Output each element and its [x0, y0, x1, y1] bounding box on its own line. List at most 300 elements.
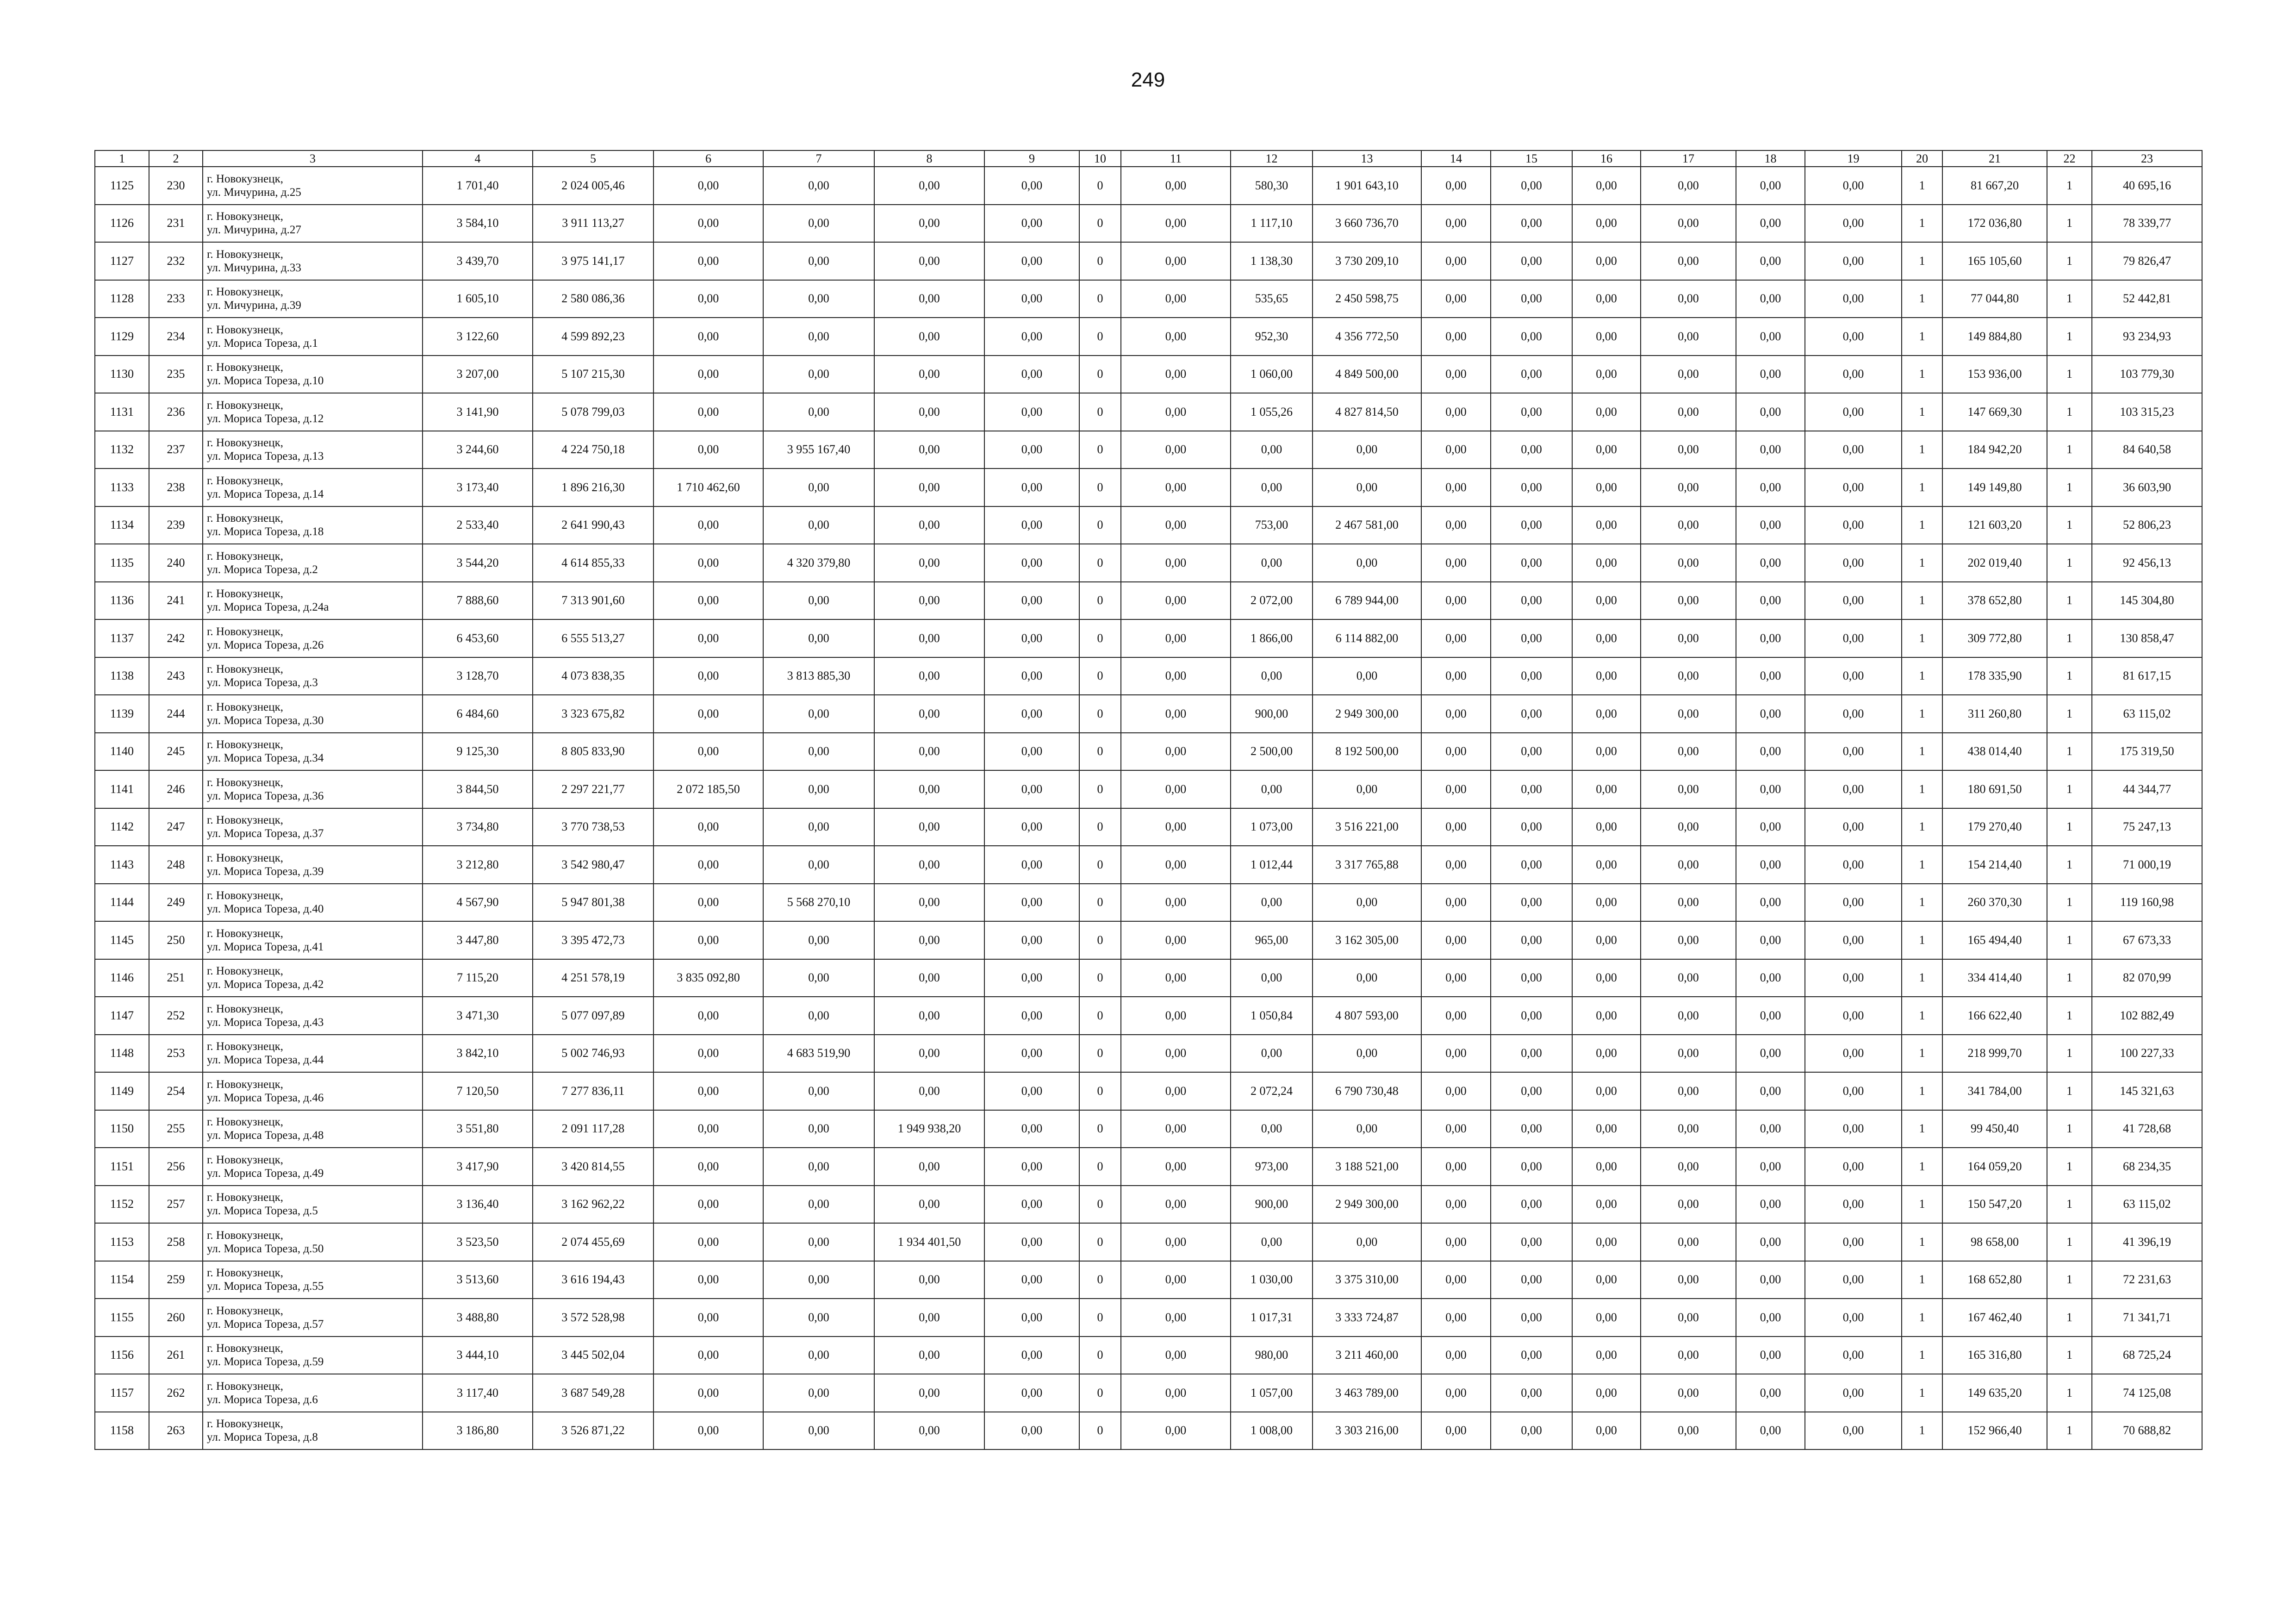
cell-col-22: 1: [2047, 770, 2092, 808]
cell-col-4: 3 244,60: [423, 431, 533, 469]
cell-col-4: 6 453,60: [423, 619, 533, 657]
cell-col-23: 79 826,47: [2092, 242, 2202, 280]
address-cell: [203, 1035, 423, 1073]
cell-col-14: 0,00: [1421, 1035, 1491, 1073]
cell-col-15: 0,00: [1491, 770, 1572, 808]
address-street: ул. Мориса Тореза, д.46: [207, 1091, 324, 1104]
cell-col-11: 0,00: [1121, 393, 1231, 431]
cell-col-15: 0,00: [1491, 167, 1572, 205]
cell-col-1: 1128: [95, 280, 149, 318]
address-street: ул. Мориса Тореза, д.34: [207, 752, 324, 765]
address-cell: [203, 242, 423, 280]
address-cell: [203, 657, 423, 695]
cell-col-21: 152 966,40: [1942, 1412, 2047, 1450]
cell-col-1: 1150: [95, 1110, 149, 1148]
cell-col-13: 6 790 730,48: [1313, 1072, 1421, 1110]
cell-col-19: 0,00: [1805, 1072, 1902, 1110]
cell-col-20: 1: [1902, 1110, 1942, 1148]
cell-col-7: 4 320 379,80: [763, 544, 874, 582]
cell-col-22: 1: [2047, 884, 2092, 922]
address-city: г. Новокузнецк,: [207, 474, 284, 487]
cell-col-7: 0,00: [763, 393, 874, 431]
cell-col-23: 82 070,99: [2092, 959, 2202, 997]
cell-col-2: 256: [149, 1148, 203, 1186]
cell-col-4: 7 888,60: [423, 582, 533, 620]
cell-col-18: 0,00: [1736, 1374, 1805, 1412]
cell-col-13: 3 317 765,88: [1313, 846, 1421, 884]
cell-col-18: 0,00: [1736, 468, 1805, 506]
cell-col-1: 1143: [95, 846, 149, 884]
cell-col-22: 1: [2047, 1110, 2092, 1148]
cell-col-8: 0,00: [874, 544, 984, 582]
address-cell: [203, 1374, 423, 1412]
cell-col-6: 0,00: [653, 318, 763, 356]
address-city: г. Новокузнецк,: [207, 700, 284, 713]
cell-col-10: 0: [1079, 1412, 1121, 1450]
cell-col-21: 165 105,60: [1942, 242, 2047, 280]
column-header-18: 18: [1736, 150, 1805, 167]
cell-col-8: 1 949 938,20: [874, 1110, 984, 1148]
cell-col-17: 0,00: [1641, 393, 1736, 431]
cell-col-8: 0,00: [874, 205, 984, 243]
cell-col-10: 0: [1079, 733, 1121, 771]
cell-col-20: 1: [1902, 1374, 1942, 1412]
address-city: г. Новокузнецк,: [207, 1229, 284, 1242]
cell-col-21: 172 036,80: [1942, 205, 2047, 243]
cell-col-2: 254: [149, 1072, 203, 1110]
cell-col-11: 0,00: [1121, 921, 1231, 959]
cell-col-4: 3 844,50: [423, 770, 533, 808]
cell-col-16: 0,00: [1572, 921, 1641, 959]
cell-col-21: 149 635,20: [1942, 1374, 2047, 1412]
address-cell: [203, 1148, 423, 1186]
address-city: г. Новокузнецк,: [207, 1267, 284, 1280]
table-row: [95, 770, 2202, 808]
cell-col-21: 168 652,80: [1942, 1261, 2047, 1299]
cell-col-19: 0,00: [1805, 582, 1902, 620]
cell-col-20: 1: [1902, 657, 1942, 695]
address-street: ул. Мориса Тореза, д.1: [207, 337, 318, 350]
cell-col-10: 0: [1079, 431, 1121, 469]
cell-col-7: 0,00: [763, 695, 874, 733]
cell-col-14: 0,00: [1421, 356, 1491, 394]
address-cell: [203, 1110, 423, 1148]
table-row: [95, 1072, 2202, 1110]
cell-col-6: 0,00: [653, 1148, 763, 1186]
cell-col-2: 253: [149, 1035, 203, 1073]
address-cell: [203, 1072, 423, 1110]
cell-col-13: 3 463 789,00: [1313, 1374, 1421, 1412]
cell-col-8: 0,00: [874, 619, 984, 657]
cell-col-17: 0,00: [1641, 959, 1736, 997]
cell-col-17: 0,00: [1641, 506, 1736, 544]
cell-col-21: 149 884,80: [1942, 318, 2047, 356]
cell-col-13: 0,00: [1313, 1223, 1421, 1261]
cell-col-21: 167 462,40: [1942, 1299, 2047, 1337]
cell-col-7: 0,00: [763, 205, 874, 243]
cell-col-20: 1: [1902, 1035, 1942, 1073]
cell-col-15: 0,00: [1491, 1148, 1572, 1186]
cell-col-12: 535,65: [1231, 280, 1313, 318]
cell-col-18: 0,00: [1736, 1337, 1805, 1374]
cell-col-2: 234: [149, 318, 203, 356]
address-city: г. Новокузнецк,: [207, 1040, 284, 1053]
cell-col-19: 0,00: [1805, 1148, 1902, 1186]
cell-col-4: 9 125,30: [423, 733, 533, 771]
cell-col-12: 980,00: [1231, 1337, 1313, 1374]
cell-col-14: 0,00: [1421, 280, 1491, 318]
cell-col-20: 1: [1902, 959, 1942, 997]
cell-col-9: 0,00: [984, 733, 1079, 771]
address-cell: [203, 1223, 423, 1261]
cell-col-22: 1: [2047, 280, 2092, 318]
cell-col-4: 2 533,40: [423, 506, 533, 544]
address-cell: [203, 997, 423, 1035]
cell-col-10: 0: [1079, 506, 1121, 544]
cell-col-12: 1 866,00: [1231, 619, 1313, 657]
cell-col-13: 0,00: [1313, 770, 1421, 808]
cell-col-9: 0,00: [984, 808, 1079, 846]
cell-col-5: 2 074 455,69: [533, 1223, 653, 1261]
cell-col-5: 3 687 549,28: [533, 1374, 653, 1412]
cell-col-14: 0,00: [1421, 619, 1491, 657]
cell-col-23: 75 247,13: [2092, 808, 2202, 846]
cell-col-18: 0,00: [1736, 393, 1805, 431]
cell-col-23: 44 344,77: [2092, 770, 2202, 808]
table-row: [95, 205, 2202, 243]
cell-col-10: 0: [1079, 167, 1121, 205]
cell-col-20: 1: [1902, 506, 1942, 544]
cell-col-10: 0: [1079, 1337, 1121, 1374]
column-header-4: 4: [423, 150, 533, 167]
cell-col-8: 0,00: [874, 1186, 984, 1224]
cell-col-1: 1138: [95, 657, 149, 695]
cell-col-13: 0,00: [1313, 544, 1421, 582]
cell-col-10: 0: [1079, 619, 1121, 657]
address-city: г. Новокузнецк,: [207, 399, 284, 412]
cell-col-1: 1132: [95, 431, 149, 469]
cell-col-9: 0,00: [984, 393, 1079, 431]
cell-col-8: 0,00: [874, 1412, 984, 1450]
cell-col-15: 0,00: [1491, 1337, 1572, 1374]
cell-col-14: 0,00: [1421, 1374, 1491, 1412]
cell-col-17: 0,00: [1641, 997, 1736, 1035]
cell-col-11: 0,00: [1121, 1110, 1231, 1148]
cell-col-21: 165 494,40: [1942, 921, 2047, 959]
cell-col-8: 0,00: [874, 695, 984, 733]
cell-col-10: 0: [1079, 356, 1121, 394]
cell-col-15: 0,00: [1491, 280, 1572, 318]
cell-col-2: 230: [149, 167, 203, 205]
address-street: ул. Мичурина, д.33: [207, 261, 301, 274]
address-street: ул. Мориса Тореза, д.10: [207, 375, 324, 387]
cell-col-19: 0,00: [1805, 1035, 1902, 1073]
cell-col-14: 0,00: [1421, 770, 1491, 808]
cell-col-23: 68 725,24: [2092, 1337, 2202, 1374]
cell-col-22: 1: [2047, 733, 2092, 771]
table-header: [95, 150, 2202, 167]
cell-col-14: 0,00: [1421, 468, 1491, 506]
cell-col-19: 0,00: [1805, 1261, 1902, 1299]
address-cell: [203, 884, 423, 922]
cell-col-14: 0,00: [1421, 846, 1491, 884]
cell-col-21: 341 784,00: [1942, 1072, 2047, 1110]
cell-col-23: 41 396,19: [2092, 1223, 2202, 1261]
cell-col-1: 1145: [95, 921, 149, 959]
table-row: [95, 393, 2202, 431]
address-cell: [203, 921, 423, 959]
cell-col-22: 1: [2047, 695, 2092, 733]
address-cell: [203, 356, 423, 394]
table-row: [95, 1412, 2202, 1450]
cell-col-22: 1: [2047, 356, 2092, 394]
cell-col-18: 0,00: [1736, 205, 1805, 243]
cell-col-6: 0,00: [653, 393, 763, 431]
cell-col-11: 0,00: [1121, 1148, 1231, 1186]
cell-col-20: 1: [1902, 884, 1942, 922]
cell-col-4: 3 173,40: [423, 468, 533, 506]
cell-col-11: 0,00: [1121, 167, 1231, 205]
cell-col-12: 0,00: [1231, 959, 1313, 997]
address-cell: [203, 468, 423, 506]
cell-col-9: 0,00: [984, 1072, 1079, 1110]
address-city: г. Новокузнецк,: [207, 814, 284, 827]
cell-col-9: 0,00: [984, 205, 1079, 243]
address-street: ул. Мичурина, д.27: [207, 224, 301, 237]
cell-col-21: 311 260,80: [1942, 695, 2047, 733]
cell-col-7: 0,00: [763, 582, 874, 620]
cell-col-17: 0,00: [1641, 1186, 1736, 1224]
cell-col-21: 334 414,40: [1942, 959, 2047, 997]
cell-col-11: 0,00: [1121, 506, 1231, 544]
cell-col-7: 0,00: [763, 619, 874, 657]
cell-col-11: 0,00: [1121, 1035, 1231, 1073]
column-header-6: 6: [653, 150, 763, 167]
cell-col-4: 1 605,10: [423, 280, 533, 318]
cell-col-15: 0,00: [1491, 356, 1572, 394]
cell-col-23: 41 728,68: [2092, 1110, 2202, 1148]
cell-col-12: 0,00: [1231, 884, 1313, 922]
cell-col-21: 98 658,00: [1942, 1223, 2047, 1261]
cell-col-22: 1: [2047, 582, 2092, 620]
cell-col-21: 149 149,80: [1942, 468, 2047, 506]
address-street: ул. Мориса Тореза, д.55: [207, 1280, 324, 1293]
address-cell: [203, 846, 423, 884]
cell-col-12: 2 500,00: [1231, 733, 1313, 771]
cell-col-2: 232: [149, 242, 203, 280]
cell-col-8: 0,00: [874, 997, 984, 1035]
cell-col-19: 0,00: [1805, 808, 1902, 846]
cell-col-13: 2 949 300,00: [1313, 1186, 1421, 1224]
cell-col-14: 0,00: [1421, 1072, 1491, 1110]
cell-col-1: 1139: [95, 695, 149, 733]
cell-col-2: 248: [149, 846, 203, 884]
cell-col-21: 99 450,40: [1942, 1110, 2047, 1148]
cell-col-20: 1: [1902, 280, 1942, 318]
cell-col-23: 63 115,02: [2092, 1186, 2202, 1224]
cell-col-4: 3 122,60: [423, 318, 533, 356]
cell-col-17: 0,00: [1641, 846, 1736, 884]
cell-col-11: 0,00: [1121, 695, 1231, 733]
cell-col-7: 0,00: [763, 1110, 874, 1148]
cell-col-7: 4 683 519,90: [763, 1035, 874, 1073]
table-row: [95, 1374, 2202, 1412]
address-city: г. Новокузнецк,: [207, 437, 284, 450]
cell-col-16: 0,00: [1572, 1186, 1641, 1224]
cell-col-2: 237: [149, 431, 203, 469]
cell-col-7: 0,00: [763, 733, 874, 771]
cell-col-15: 0,00: [1491, 242, 1572, 280]
cell-col-13: 0,00: [1313, 1110, 1421, 1148]
cell-col-16: 0,00: [1572, 205, 1641, 243]
table-row: [95, 1337, 2202, 1374]
cell-col-15: 0,00: [1491, 1223, 1572, 1261]
cell-col-6: 0,00: [653, 1072, 763, 1110]
cell-col-12: 580,30: [1231, 167, 1313, 205]
cell-col-5: 5 002 746,93: [533, 1035, 653, 1073]
cell-col-16: 0,00: [1572, 1374, 1641, 1412]
cell-col-17: 0,00: [1641, 808, 1736, 846]
cell-col-22: 1: [2047, 1337, 2092, 1374]
cell-col-12: 1 050,84: [1231, 997, 1313, 1035]
cell-col-18: 0,00: [1736, 846, 1805, 884]
address-city: г. Новокузнецк,: [207, 1002, 284, 1015]
cell-col-17: 0,00: [1641, 695, 1736, 733]
cell-col-14: 0,00: [1421, 318, 1491, 356]
cell-col-11: 0,00: [1121, 1374, 1231, 1412]
cell-col-4: 3 734,80: [423, 808, 533, 846]
cell-col-22: 1: [2047, 1072, 2092, 1110]
cell-col-4: 4 567,90: [423, 884, 533, 922]
cell-col-16: 0,00: [1572, 506, 1641, 544]
address-street: ул. Мориса Тореза, д.49: [207, 1167, 324, 1180]
address-city: г. Новокузнецк,: [207, 1116, 284, 1129]
cell-col-5: 3 572 528,98: [533, 1299, 653, 1337]
table-row: [95, 959, 2202, 997]
cell-col-20: 1: [1902, 1337, 1942, 1374]
cell-col-17: 0,00: [1641, 1299, 1736, 1337]
cell-col-20: 1: [1902, 431, 1942, 469]
cell-col-11: 0,00: [1121, 959, 1231, 997]
column-header-2: 2: [149, 150, 203, 167]
cell-col-12: 900,00: [1231, 695, 1313, 733]
cell-col-4: 3 551,80: [423, 1110, 533, 1148]
cell-col-4: 3 584,10: [423, 205, 533, 243]
cell-col-9: 0,00: [984, 846, 1079, 884]
cell-col-9: 0,00: [984, 242, 1079, 280]
cell-col-17: 0,00: [1641, 1412, 1736, 1450]
cell-col-23: 103 779,30: [2092, 356, 2202, 394]
cell-col-1: 1134: [95, 506, 149, 544]
cell-col-2: 242: [149, 619, 203, 657]
cell-col-5: 3 445 502,04: [533, 1337, 653, 1374]
column-header-16: 16: [1572, 150, 1641, 167]
cell-col-22: 1: [2047, 808, 2092, 846]
cell-col-20: 1: [1902, 770, 1942, 808]
cell-col-10: 0: [1079, 770, 1121, 808]
cell-col-4: 3 439,70: [423, 242, 533, 280]
cell-col-22: 1: [2047, 997, 2092, 1035]
cell-col-14: 0,00: [1421, 1337, 1491, 1374]
cell-col-13: 4 807 593,00: [1313, 997, 1421, 1035]
cell-col-11: 0,00: [1121, 1072, 1231, 1110]
column-header-7: 7: [763, 150, 874, 167]
cell-col-23: 70 688,82: [2092, 1412, 2202, 1450]
address-street: ул. Мориса Тореза, д.6: [207, 1393, 318, 1406]
cell-col-18: 0,00: [1736, 582, 1805, 620]
address-street: ул. Мориса Тореза, д.5: [207, 1205, 318, 1218]
address-street: ул. Мориса Тореза, д.48: [207, 1129, 324, 1142]
cell-col-2: 241: [149, 582, 203, 620]
cell-col-16: 0,00: [1572, 393, 1641, 431]
cell-col-2: 261: [149, 1337, 203, 1374]
table-row: [95, 1110, 2202, 1148]
cell-col-19: 0,00: [1805, 1223, 1902, 1261]
cell-col-13: 3 303 216,00: [1313, 1412, 1421, 1450]
cell-col-6: 1 710 462,60: [653, 468, 763, 506]
column-header-12: 12: [1231, 150, 1313, 167]
cell-col-17: 0,00: [1641, 921, 1736, 959]
cell-col-7: 0,00: [763, 1299, 874, 1337]
cell-col-22: 1: [2047, 1148, 2092, 1186]
cell-col-9: 0,00: [984, 1261, 1079, 1299]
cell-col-9: 0,00: [984, 1412, 1079, 1450]
cell-col-16: 0,00: [1572, 884, 1641, 922]
cell-col-21: 179 270,40: [1942, 808, 2047, 846]
cell-col-10: 0: [1079, 997, 1121, 1035]
cell-col-18: 0,00: [1736, 356, 1805, 394]
cell-col-18: 0,00: [1736, 544, 1805, 582]
cell-col-5: 3 975 141,17: [533, 242, 653, 280]
cell-col-11: 0,00: [1121, 356, 1231, 394]
cell-col-11: 0,00: [1121, 1299, 1231, 1337]
register-table: [94, 150, 2203, 1450]
table-row: [95, 242, 2202, 280]
cell-col-12: 900,00: [1231, 1186, 1313, 1224]
cell-col-10: 0: [1079, 1374, 1121, 1412]
cell-col-23: 74 125,08: [2092, 1374, 2202, 1412]
cell-col-11: 0,00: [1121, 1261, 1231, 1299]
cell-col-10: 0: [1079, 1110, 1121, 1148]
cell-col-18: 0,00: [1736, 1186, 1805, 1224]
table-row: [95, 1148, 2202, 1186]
cell-col-16: 0,00: [1572, 657, 1641, 695]
cell-col-6: 0,00: [653, 1186, 763, 1224]
cell-col-13: 4 849 500,00: [1313, 356, 1421, 394]
cell-col-2: 243: [149, 657, 203, 695]
cell-col-20: 1: [1902, 318, 1942, 356]
cell-col-2: 236: [149, 393, 203, 431]
address-street: ул. Мориса Тореза, д.42: [207, 978, 324, 991]
cell-col-8: 0,00: [874, 1337, 984, 1374]
cell-col-23: 100 227,33: [2092, 1035, 2202, 1073]
address-street: ул. Мориса Тореза, д.12: [207, 412, 324, 425]
cell-col-2: 235: [149, 356, 203, 394]
cell-col-22: 1: [2047, 619, 2092, 657]
address-city: г. Новокузнецк,: [207, 248, 284, 261]
cell-col-8: 0,00: [874, 1374, 984, 1412]
cell-col-6: 0,00: [653, 1374, 763, 1412]
cell-col-20: 1: [1902, 393, 1942, 431]
cell-col-22: 1: [2047, 1186, 2092, 1224]
cell-col-16: 0,00: [1572, 280, 1641, 318]
cell-col-18: 0,00: [1736, 1035, 1805, 1073]
cell-col-2: 244: [149, 695, 203, 733]
cell-col-1: 1131: [95, 393, 149, 431]
cell-col-9: 0,00: [984, 921, 1079, 959]
cell-col-17: 0,00: [1641, 733, 1736, 771]
cell-col-6: 0,00: [653, 1261, 763, 1299]
